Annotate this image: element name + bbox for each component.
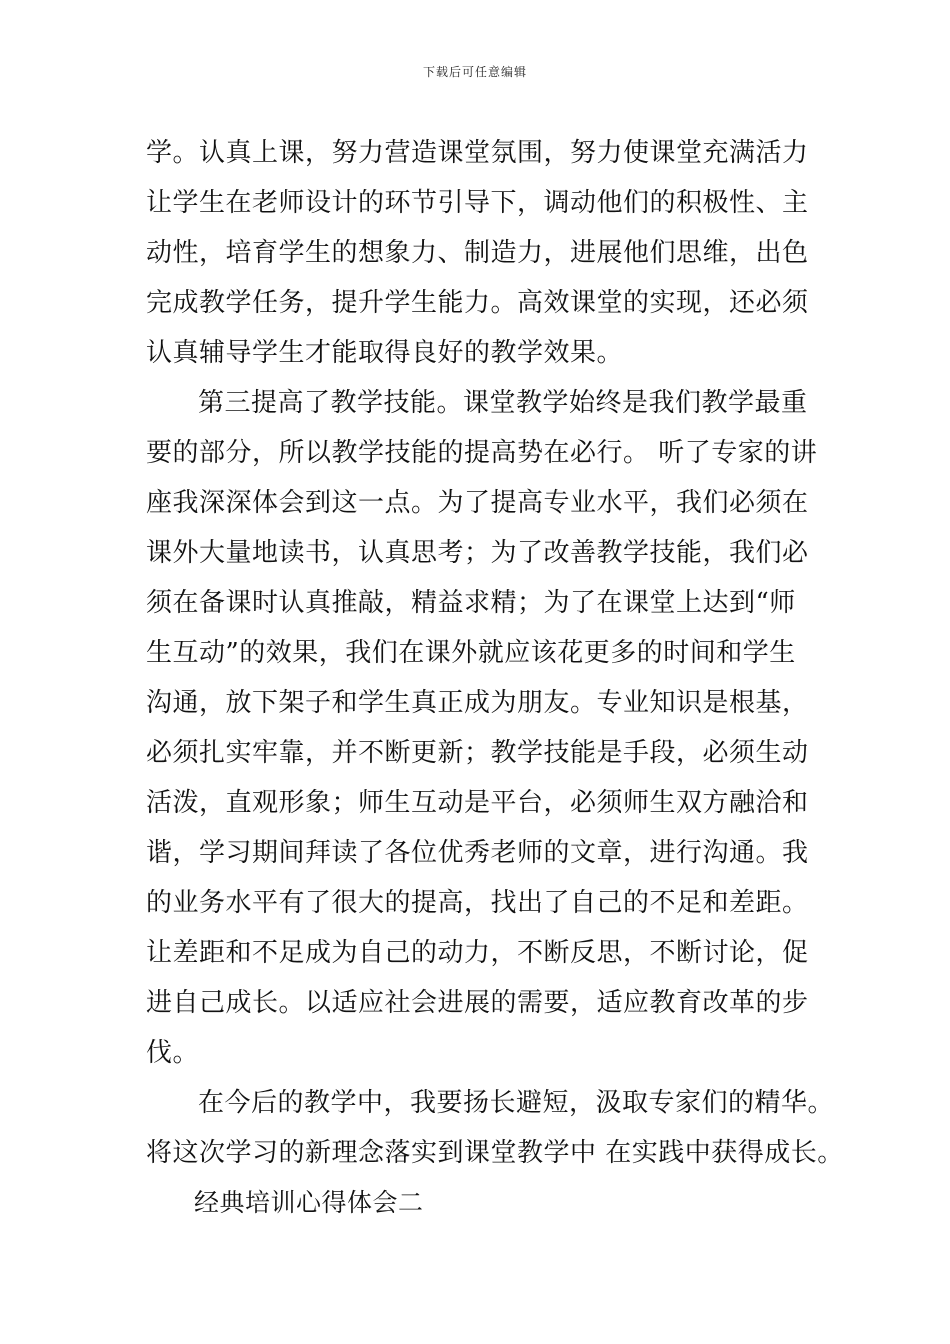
text-line: 生互动”的效果，我们在课外就应该花更多的时间和学生 <box>146 638 796 668</box>
text-line: 必须扎实牢靠，并不断更新；教学技能是手段，必须生动 <box>146 738 809 768</box>
text-line: 让差距和不足成为自己的动力，不断反思，不断讨论，促 <box>146 938 809 968</box>
text-line: 须在备课时认真推敲，精益求精；为了在课堂上达到“师 <box>146 588 796 618</box>
text-line: 伐。 <box>146 1038 200 1068</box>
text-line: 将这次学习的新理念落实到课堂教学中 在实践中获得成长。 <box>146 1138 844 1168</box>
text-line: 进自己成长。以适应社会进展的需要，适应教育改革的步 <box>146 988 809 1018</box>
section-heading: 经典培训心得体会二 <box>194 1188 424 1217</box>
text-line: 的业务水平有了很大的提高，找出了自己的不足和差距。 <box>146 888 809 918</box>
paragraph-first-line: 第三提高了教学技能。课堂教学始终是我们教学最重 <box>198 388 808 418</box>
text-line: 沟通，放下架子和学生真正成为朋友。专业知识是根基， <box>146 688 809 718</box>
text-line: 谐，学习期间拜读了各位优秀老师的文章，进行沟通。我 <box>146 838 809 868</box>
page-header: 下载后可任意编辑 <box>422 65 527 79</box>
text-line: 完成教学任务，提升学生能力。高效课堂的实现，还必须 <box>146 288 809 318</box>
body-text <box>146 128 844 1228</box>
text-line: 课外大量地读书，认真思考；为了改善教学技能，我们必 <box>146 538 809 568</box>
text-line: 座我深深体会到这一点。为了提高专业水平，我们必须在 <box>146 488 809 518</box>
text-line: 活泼，直观形象；师生互动是平台，必须师生双方融洽和 <box>146 788 809 818</box>
text-line: 学。认真上课，努力营造课堂氛围，努力使课堂充满活力 <box>146 138 809 168</box>
paragraph-first-line: 在今后的教学中，我要扬长避短，汲取专家们的精华。 <box>198 1088 835 1118</box>
text-line: 认真辅导学生才能取得良好的教学效果。 <box>146 338 624 368</box>
text-line: 让学生在老师设计的环节引导下，调动他们的积极性、主 <box>146 188 809 218</box>
text-line: 要的部分，所以教学技能的提高势在必行。 听了专家的讲 <box>146 438 818 468</box>
text-line: 动性，培育学生的想象力、制造力，进展他们思维，出色 <box>146 238 809 268</box>
